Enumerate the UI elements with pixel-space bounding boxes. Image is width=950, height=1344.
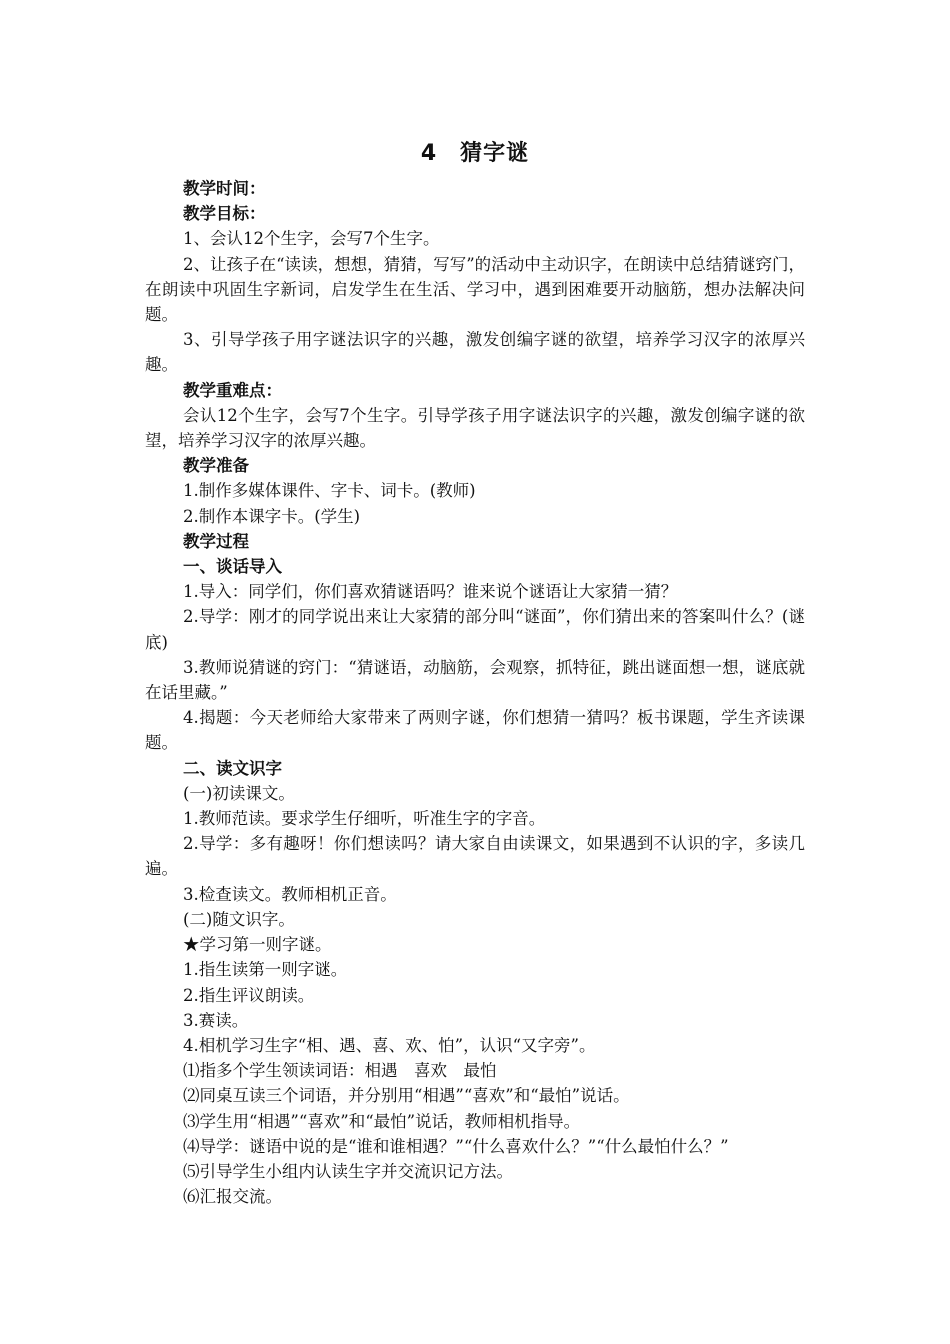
paragraph: (一)初读课文。 (183, 783, 295, 803)
section-heading: 教学时间： (183, 179, 266, 198)
paragraph: 3.检查读文。教师相机正音。 (183, 884, 397, 904)
paragraph: 2.导学：刚才的同学说出来让大家猜的部分叫“谜面”，你们猜出来的答案叫什么？(谜底) (145, 607, 805, 652)
paragraph: 2.导学：多有趣呀！你们想读吗？请大家自由读课文，如果遇到不认识的字，多读几遍。 (145, 834, 805, 879)
paragraph: 1.制作多媒体课件、字卡、词卡。(教师) (183, 481, 476, 501)
paragraph: ⑸引导学生小组内认读生字并交流识记方法。 (183, 1161, 513, 1181)
paragraph: 1.导入：同学们，你们喜欢猜谜语吗？谁来说个谜语让大家猜一猜？ (183, 582, 678, 602)
section-heading: 一、谈话导入 (183, 557, 282, 577)
paragraph: 1、会认12个生字，会写7个生字。 (183, 229, 440, 249)
paragraph: 1.教师范读。要求学生仔细听，听准生字的字音。 (183, 809, 546, 829)
paragraph: ⑷导学：谜语中说的是“谁和谁相遇？”“什么喜欢什么？”“什么最怕什么？” (183, 1136, 729, 1156)
paragraph: 2.指生评议朗读。 (183, 985, 315, 1005)
paragraph: 2、让孩子在“读读，想想，猜猜，写写”的活动中主动识字，在朗读中总结猜谜窍门，在朗读中巩固生字新词，启发学生在生活、学习中，遇到困难要开动脑筋，想办法解决问题。 (145, 254, 805, 325)
paragraph: 1.指生读第一则字谜。 (183, 960, 348, 980)
section-heading: 教学过程 (183, 531, 249, 551)
paragraph: 3.教师说猜谜的窍门：“猜谜语，动脑筋，会观察，抓特征，跳出谜面想一想，谜底就在话里藏。” (145, 657, 805, 703)
paragraph: 4.揭题：今天老师给大家带来了两则字谜，你们想猜一猜吗？板书课题，学生齐读课题。 (145, 708, 805, 753)
section-heading: 二、读文识字 (183, 758, 282, 778)
section-heading: 教学目标： (183, 204, 266, 224)
paragraph: 2.制作本课字卡。(学生) (183, 506, 361, 526)
paragraph: ★学习第一则字谜。 (183, 935, 332, 955)
page-title: 4 猜字谜 (420, 141, 530, 166)
lesson-plan-body (145, 176, 805, 1209)
paragraph: (二)随文识字。 (183, 909, 295, 929)
paragraph: 3.赛读。 (183, 1010, 249, 1030)
section-heading: 教学准备 (183, 456, 249, 476)
section-heading: 教学重难点： (183, 380, 282, 400)
paragraph: ⑹汇报交流。 (183, 1187, 282, 1207)
paragraph: ⑶学生用“相遇”“喜欢”和“最怕”说话，教师相机指导。 (183, 1111, 581, 1131)
paragraph: 3、引导学孩子用字谜法识字的兴趣，激发创编字谜的欲望，培养学习汉字的浓厚兴趣。 (145, 330, 805, 375)
paragraph: 会认12个生字，会写7个生字。引导学孩子用字谜法识字的兴趣，激发创编字谜的欲望，培养学习汉字的浓厚兴趣。 (145, 405, 805, 451)
paragraph: 4.相机学习生字“相、遇、喜、欢、怕”，认识“又字旁”。 (183, 1035, 596, 1055)
paragraph: ⑵同桌互读三个词语，并分别用“相遇”“喜欢”和“最怕”说话。 (183, 1086, 630, 1106)
paragraph: ⑴指多个学生领读词语：相遇 喜欢 最怕 (183, 1061, 497, 1081)
